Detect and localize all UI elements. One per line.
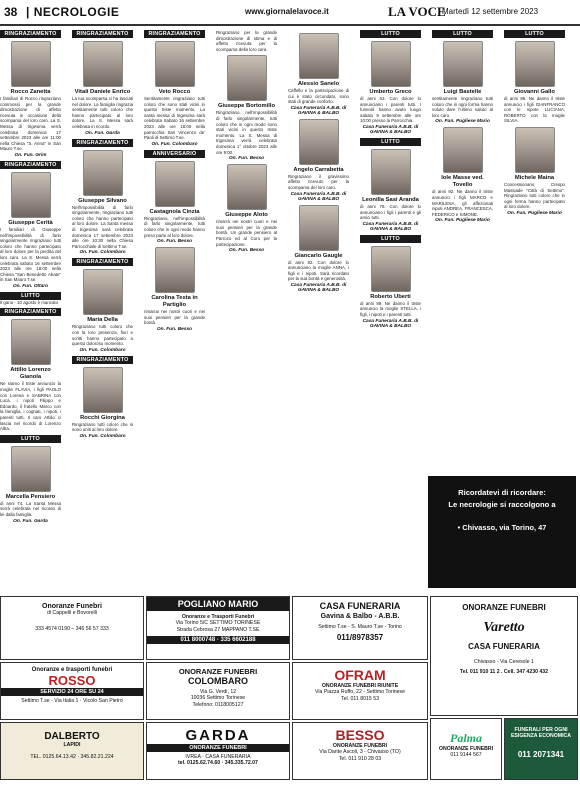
- notice-text: di anni 92. Ne danno il triste annuncio i figli MARCO e MARILENA, gli affezionati nipoti ANDREA, FRANCESCA, FEDERICO e SIMONE.: [432, 189, 493, 217]
- deceased-name: Alessio Sanelo: [297, 81, 340, 87]
- deceased-name: Iole Masse ved. Tovello: [441, 175, 484, 189]
- ad-subtitle: Onoranze e Trasporti Funebri: [181, 614, 255, 620]
- ad-phone: TEL. 0125.64.13.42 · 345.82.21.224: [30, 754, 114, 761]
- deceased-name: Carolina Testa in Partiglio: [151, 295, 198, 309]
- notice-category: RINGRAZIAMENTO: [72, 356, 133, 364]
- portrait-photo: [299, 119, 339, 165]
- funeral-home-signature: On. Fun. Garda: [13, 518, 48, 524]
- ad-rosso: [0, 662, 144, 720]
- notice-category: ANNIVERSARIO: [144, 150, 205, 158]
- obituary-notice: [72, 139, 133, 256]
- deceased-name: Rocco Zanetta: [10, 89, 51, 95]
- portrait-photo: [83, 269, 123, 315]
- portrait-photo: [227, 55, 267, 101]
- ad-brand: Varetto: [483, 620, 525, 635]
- obituary-column: [0, 30, 61, 527]
- notice-text: sentitamente ringraziano tutti coloro che in ogni forma hanno voluto dare l'ultimo saluto al loro caro.: [432, 96, 493, 118]
- obituary-notice: [144, 247, 205, 332]
- deceased-name: Giuseppe Cerità: [8, 219, 53, 226]
- deceased-name: Leonilla Sasi Aranda: [362, 196, 419, 203]
- notice-text: di anni 63. Con dolore lo annunciano i parenti tutti. I funerali hanno avuto luogo sabato 9 settembre alle ore 10:00 presso la Parrocchia.: [360, 96, 421, 124]
- obituary-notice: [504, 30, 565, 124]
- ad-address: Settimo T.se - S. Mauro T.se - Torino: [318, 624, 402, 630]
- deceased-name: Giancarlo Gaugle: [294, 252, 343, 259]
- deceased-name: Michele Maina: [514, 174, 555, 181]
- ad-brand: ROSSO: [48, 673, 96, 689]
- notice-category: LUTTO: [0, 435, 61, 443]
- notice-text: di anni 78. Con dolore lo annunciano i figli i parenti e gli amici tutti.: [360, 203, 421, 221]
- funeral-home-signature: On. Fun. Colombaro: [79, 250, 126, 256]
- funeral-home-signature: On. Fun. Pugliese Mario: [435, 218, 490, 224]
- funeral-home-signature: On. Fun. Colombaro: [151, 141, 198, 147]
- notice-category: LUTTO: [360, 138, 421, 146]
- obituary-notice: [144, 150, 205, 244]
- obituary-notice: [0, 292, 61, 306]
- ad-subtitle: LAPIDI: [63, 742, 81, 748]
- deceased-name: Rocchi Giorgina: [80, 414, 125, 421]
- notice-category: RINGRAZIAMENTO: [0, 161, 61, 169]
- deceased-name: Luigi Bastelle: [443, 89, 482, 95]
- ad-phone: 333 4574 0190 – 346 56 57 333: [35, 626, 109, 633]
- obituary-notice: [0, 161, 61, 289]
- funeral-home-signature: On. Fun. Colombaro: [79, 433, 126, 439]
- funeral-home-signature: Casa Funeraria A.B.B. di GAVINA & BALBO: [362, 124, 419, 135]
- collection-notice-address: • Chivasso, via Torino, 47: [457, 523, 547, 532]
- notice-category: RINGRAZIAMENTO: [0, 308, 61, 316]
- notice-text: di anni 82. Con dolore lo annunciano la moglie ANNA, i figli e i nipoti. Sarà ricordato per la sua bontà e generosità.: [288, 259, 349, 282]
- funeral-home-signature: On. Fun. Garda: [85, 130, 120, 136]
- deceased-name: Angelo Carrabetta: [293, 166, 344, 173]
- portrait-photo: [83, 41, 123, 87]
- notice-text: Ringraziano tutti coloro che si sono uniti al loro dolore.: [72, 421, 133, 433]
- obituary-notice: [360, 30, 421, 135]
- obituary-column: [504, 30, 565, 219]
- obituary-column: [360, 30, 421, 332]
- deceased-name: Giovanni Gallo: [514, 89, 555, 95]
- obituary-notice: [0, 30, 61, 158]
- ad-colombaro: [146, 662, 290, 720]
- ad-onoranze-tuttora: [0, 596, 144, 660]
- notice-text: Concessionario Crespo Massiade "Città di Settimo". Ringraziano tutti coloro che in ogni forma hanno partecipato al loro dolore.: [504, 181, 565, 210]
- ad-subtitle: ONORANZE FUNEBRI: [147, 744, 289, 752]
- ad-phone: 011 9144 567: [450, 752, 482, 759]
- funeral-home-signature: On. Fun. Besso: [156, 239, 193, 245]
- obituary-column: [288, 30, 349, 296]
- obituary-notice: [216, 164, 277, 253]
- deceased-name: Marcella Pensiero: [5, 493, 56, 500]
- deceased-name: Giuseppe Bortomillo: [217, 103, 275, 110]
- ad-phone: 011 2071341: [517, 749, 565, 759]
- deceased-name: Vitali Daniele Enrico: [74, 89, 131, 95]
- ad-title: CASA FUNERARIA: [319, 601, 401, 611]
- obituary-notice: [0, 308, 61, 431]
- notice-text: Ringraziano, nell'impossibilità di farlo singolarmente, tutti coloro che in ogni modo hanno preso parte al loro dolore.: [144, 215, 205, 238]
- funeral-home-signature: On. Fun. Besso: [156, 326, 193, 332]
- ad-title: FUNERALI PER OGNI: [514, 727, 568, 733]
- deceased-name: Roberto Uberti: [370, 293, 411, 300]
- ad-subtitle: CASA FUNERARIA: [468, 642, 540, 651]
- ad-gelati: [504, 718, 578, 780]
- funeral-home-signature: Casa Funeraria A.B.B. di GAVINA & BALBO: [362, 318, 419, 329]
- collection-notice: [428, 476, 576, 588]
- funeral-home-signature: Casa Funeraria A.B.B. di GAVINA & BALBO: [290, 105, 347, 116]
- collection-notice-line2: Le necrologie si raccolgono a: [448, 500, 556, 509]
- notice-text: Ne siamo il triste annuncio la moglie FLAVIA, i figli PAOLO con Lorena e SABRINA con Luca, i nipoti Filippo e Edoardo, il fratello Marco con la famiglia, i cognati, i nipoti, i parenti tutti. Il caro Attilio ci lascia nel ricordo di Lorenzo Alba.: [0, 381, 61, 432]
- ad-phone: Tel. 011 8015 53: [341, 695, 379, 702]
- page-header: [0, 0, 580, 26]
- obituary-notice: [0, 435, 61, 524]
- obituary-notice: [504, 127, 565, 216]
- section-title: | NECROLOGIE: [26, 5, 120, 19]
- notice-text: Ringraziano, nell'impossibilità di farlo singolarmente, tutti coloro che in ogni modo sono stati vicini in questo triste momento. La S. Messa di trigesima verrà celebrata domenica 1° ottobre 2023 alle ore 9:00.: [216, 110, 277, 155]
- obituary-column: [144, 30, 205, 335]
- ad-phone: Tel. 011 910 28 03: [338, 755, 382, 762]
- obituary-notice: [72, 30, 133, 136]
- ad-besso: [292, 722, 428, 780]
- ad-city: 10036 Settimo Torinese: [190, 695, 246, 702]
- obituary-notice: [72, 356, 133, 439]
- deceased-name: Maria Della: [87, 317, 118, 324]
- funeral-home-signature: On. Fun. Colombaro: [79, 347, 126, 353]
- ad-brand: BESSO: [335, 727, 385, 743]
- notice-category: LUTTO: [504, 30, 565, 38]
- page-number: 38: [4, 5, 18, 19]
- ad-brand: Palma: [450, 731, 482, 745]
- notice-text: La tua scomparsa ci ha lasciati nel dolore. La famiglia ringrazia sentitamente tutti coloro che hanno partecipato al loro dolore. La S. Messa sarà celebrata in ricordo.: [72, 96, 133, 129]
- notice-text: Caffello e la partecipazione di cui è stato circondato, sono stati di grande conforto.: [288, 88, 349, 105]
- ad-casa-funeraria: [292, 596, 428, 660]
- ad-phone: Telefono: 0118005127: [192, 701, 244, 708]
- ad-dalberto: [0, 722, 144, 780]
- ad-address: Via Piazza Ruffo, 22 - Settimo Torinese: [315, 689, 405, 696]
- portrait-photo: [11, 41, 51, 87]
- ad-subtitle: ONORANZE FUNEBRI: [438, 746, 494, 752]
- notice-text: I familiari di Rocco ringraziano commossi per la grande dimostrazione di affetto ricevuta in occasione della scomparsa del loro caro. La S. Messa di trigesima verrà celebrata domenica 17 settembre 2023 alle ore 11:00 nella Chiesa "S. Anna" in San Mauro T.se.: [0, 96, 61, 152]
- notice-category: RINGRAZIAMENTO: [72, 30, 133, 38]
- ad-garda: [146, 722, 290, 780]
- portrait-photo: [11, 172, 51, 218]
- ad-address: Settimo T.se - Via Italia 1 · Vicolo San Pietro: [21, 698, 123, 705]
- funeral-home-signature: On. Fun. Ottaro: [12, 283, 49, 289]
- portrait-photo: [83, 150, 123, 196]
- portrait-photo: [227, 164, 267, 210]
- notice-category: RINGRAZIAMENTO: [72, 258, 133, 266]
- ad-pogliano: [146, 596, 290, 660]
- notice-text: di anni 89. Ne danno il triste annuncio la moglie STELLA, i figli, i nipoti e i parenti tutti.: [360, 300, 421, 317]
- ad-phone: 011/8978357: [336, 633, 384, 643]
- portrait-photo: [299, 205, 339, 251]
- notice-text: Ringraziano tutti coloro che con la loro presenza, fiori e scritti hanno partecipato a questo doloroso momento.: [72, 324, 133, 347]
- ad-title: ONORANZE FUNEBRI: [178, 667, 258, 676]
- obituary-notice: [432, 127, 493, 223]
- obituary-notice: [288, 119, 349, 202]
- ad-title: ONORANZE FUNEBRI: [462, 603, 546, 612]
- notice-category: LUTTO: [0, 292, 61, 300]
- deceased-name: Attilio Lorenzo Gianola: [10, 367, 51, 381]
- portrait-photo: [371, 149, 411, 195]
- deceased-name: Giuseppe Silvano: [78, 197, 127, 204]
- funeral-home-signature: On. Fun. Besso: [228, 248, 265, 254]
- ad-phone: tel. 0125.62.74.60 · 345.335.72.07: [178, 760, 258, 767]
- portrait-photo: [371, 41, 411, 87]
- obituary-notice: [288, 33, 349, 116]
- ad-phone: Tel. 011 910 11 2 . Cell. 347 4230 432: [459, 669, 549, 676]
- funeral-home-signature: On. Fun. Besso: [228, 156, 265, 162]
- ad-subtitle: ONORANZE FUNEBRI: [332, 743, 388, 749]
- ad-title: POGLIANO MARIO: [147, 597, 289, 611]
- portrait-photo: [443, 41, 483, 87]
- portrait-photo: [155, 161, 195, 207]
- ad-address2: Strada Cebrosa 27 MAPPANO T.SE: [176, 626, 260, 633]
- deceased-name: Castagnola Cinzia: [149, 208, 200, 215]
- deceased-name: Veto Rocco: [158, 89, 191, 95]
- notice-text: Nell'impossibilità di farlo singolarmente, ringraziano tutti coloro che hanno partecipato al loro dolore. La Santa messa di trigesima sarà celebrata domenica 17 settembre 2023 alle ore 10:30 nella Chiesa Parrocchiale di Settimo T.se.: [72, 204, 133, 249]
- notice-category: LUTTO: [360, 235, 421, 243]
- notice-text: I familiari di Giuseppe nell'impossibilità di farlo singolarmente ringraziano tutti coloro che hanno partecipato al loro dolore per la perdita del loro caro. La S. Messa verrà celebrata sabato 16 settembre 2023 alle ore 18:00 nella Chiesa "San Benedetto Abate" in San Mauro T.se.: [0, 226, 61, 283]
- obituary-notice: [288, 205, 349, 293]
- obituary-notice: [432, 30, 493, 124]
- portrait-photo: [443, 127, 483, 173]
- obituary-column: [72, 30, 133, 442]
- portrait-photo: [83, 367, 123, 413]
- funeral-home-signature: On. Fun. Pugliese Mario: [507, 210, 562, 216]
- funeral-home-signature: Casa Funeraria A.B.B. di GAVINA & BALBO: [362, 221, 419, 232]
- portrait-photo: [515, 41, 555, 87]
- ad-subtitle: SERVIZIO 24 ORE SU 24: [1, 688, 143, 696]
- obituary-notice: [72, 258, 133, 352]
- portrait-photo: [11, 319, 51, 365]
- obituary-column: [216, 30, 277, 256]
- notice-text: rimarrai nei nostri cuori e nei suoi pensieri per la grande bontà.: [144, 309, 205, 326]
- portrait-photo: [155, 247, 195, 293]
- obituary-notice: [216, 30, 277, 52]
- issue-date: Martedì 12 settembre 2023: [442, 7, 539, 16]
- masthead: LA VOCE: [388, 4, 446, 19]
- portrait-photo: [299, 33, 339, 79]
- ad-title: Onoranze Funebri: [42, 603, 102, 610]
- ad-title: Onoranze e trasporti funebri: [31, 667, 113, 673]
- notice-category: LUTTO: [360, 30, 421, 38]
- ad-title: ONORANZE FUNEBRI RIUNITE: [321, 683, 399, 689]
- notice-category: LUTTO: [432, 30, 493, 38]
- site-url[interactable]: www.giornalelavoce.it: [245, 7, 329, 16]
- deceased-name: Giuseppe Aloto: [225, 212, 268, 219]
- ad-palma: [430, 718, 502, 780]
- portrait-photo: [371, 246, 411, 292]
- notice-category: RINGRAZIAMENTO: [0, 30, 61, 38]
- obituary-notice: [216, 55, 277, 161]
- funeral-home-signature: On. Fun. Pugliese Mario: [435, 119, 490, 125]
- notice-text: Il gano - 10 agosto è mancato: [0, 299, 59, 305]
- ad-address: Via Dante Ascoli, 3 - Chivasso (TO): [319, 749, 401, 756]
- ad-address: Via G. Verdi, 12: [199, 689, 237, 695]
- obituary-notice: [144, 30, 205, 147]
- ad-brand: COLOMBARO: [188, 676, 248, 686]
- portrait-photo: [11, 446, 51, 492]
- notice-text: di anni 74. La Santa Messa verrà celebrata nel ricordo di lei dalla famiglia.: [0, 500, 61, 517]
- obituary-notice: [360, 235, 421, 329]
- ad-varetto: [430, 596, 578, 716]
- obituary-notice: [360, 138, 421, 232]
- notice-text: Sentitamente ringraziano tutti coloro che sono stati vicini in questo triste momento. La santa messa di trigesima sarà celebrata Sabato 16 settembre 2023 alle ore 18:00 nella parrocchia San Vincenzo de' Paoli di Settimo T.se.: [144, 96, 205, 141]
- collection-notice-line1: Ricordatevi di ricordare:: [458, 488, 546, 497]
- notice-text: di anni 86. Ne danno il triste annuncio i figli GIANFRANCO con le nipote LUCIANA, ROBERTO con la moglie SILVIA.: [504, 96, 565, 124]
- portrait-photo: [515, 127, 555, 173]
- funeral-home-signature: On. Fun. Grim: [14, 152, 47, 158]
- ad-ofram: [292, 662, 428, 720]
- ad-address: IVREA · CASA FUNERARIA: [185, 754, 251, 760]
- ad-name: Gavina & Balbo - A.B.B.: [320, 613, 400, 620]
- ad-brand: OFRAM: [334, 667, 386, 683]
- ad-address: Via Torino 5/C SETTIMO TORINESE: [175, 620, 261, 627]
- notice-text: Ringraziano il gravissimo affetto ricevuto per la scomparsa del loro caro.: [288, 173, 349, 190]
- ad-brand: DALBERTO: [44, 731, 100, 742]
- portrait-photo: [155, 41, 195, 87]
- ad-address: Chivasso - Via Ceresole 1: [474, 659, 534, 665]
- notice-text: rimarrà nei nostri cuori e nei suoi pensieri per la grande bontà. Un grande pensiero al Parroco ed al Coro per la partecipazione.: [216, 219, 277, 247]
- obituary-column: [432, 30, 493, 226]
- notice-category: RINGRAZIAMENTO: [72, 139, 133, 147]
- notice-text: Ringraziano per la grande dimostrazione di stima e di affetto ricevuta per la scomparsa della loro cara.: [216, 30, 277, 52]
- ad-subtitle: ESIGENZA ECONOMICA: [510, 733, 572, 740]
- ad-phone: 011 8000748 · 335 6602188: [147, 636, 289, 644]
- notice-category: RINGRAZIAMENTO: [144, 30, 205, 38]
- ad-brand: GARDA: [185, 727, 251, 744]
- ad-subtitle: di Cappelli e Bovorelli: [47, 610, 97, 616]
- funeral-home-signature: Casa Funeraria A.B.B. di GAVINA & BALBO: [290, 191, 347, 202]
- deceased-name: Umberto Greco: [369, 89, 412, 95]
- funeral-home-signature: Casa Funeraria A.B.B. di GAVINA & BALBO: [290, 282, 347, 293]
